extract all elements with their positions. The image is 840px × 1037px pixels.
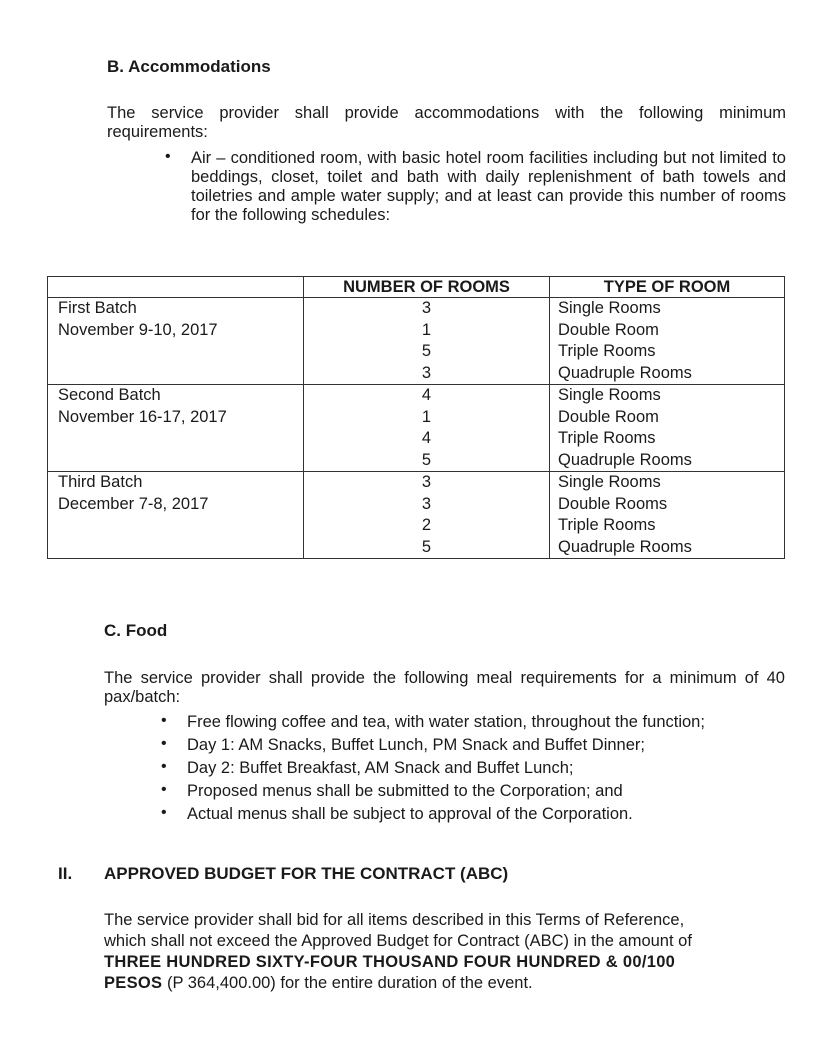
section-b-intro: The service provider shall provide accommodations with the following minimum requirements: [107,104,786,141]
section-c-intro: The service provider shall provide the following meal requirements for a minimum of 40 pax/batch: [104,669,785,706]
room-count: 5 [421,537,432,556]
list-item: Day 2: Buffet Breakfast, AM Snack and Buffet Lunch; [187,759,574,777]
room-count: 4 [421,386,432,404]
room-count: 5 [421,450,432,469]
bullet-icon: • [161,735,167,752]
room-type: Double Rooms [558,494,668,513]
section-ii-line-2: which shall not exceed the Approved Budget for Contract (ABC) in the amount of [104,932,692,950]
room-count: 3 [421,299,432,317]
amount-in-words: THREE HUNDRED SIXTY-FOUR THOUSAND FOUR HUNDRED & 00/100 [104,953,676,971]
room-count: 1 [421,407,432,426]
table-header-row [48,277,785,298]
room-type: Double Room [558,407,659,426]
section-c-heading: C. Food [104,621,168,640]
list-item: Proposed menus shall be submitted to the Corporation; and [187,782,623,800]
room-type: Single Rooms [558,386,661,404]
batch-name: Second Batch [58,386,161,404]
rooms-table [47,276,785,559]
table-header-type: TYPE OF ROOM [550,277,785,298]
batch-dates: November 9-10, 2017 [58,320,218,339]
bullet-icon: • [161,712,167,729]
bullet-icon: • [161,804,167,821]
bullet-icon: • [161,781,167,798]
room-count: 3 [421,363,432,382]
room-type: Triple Rooms [558,516,656,534]
bullet-icon: • [165,148,171,165]
amount-figure-tail: (P 364,400.00) for the entire duration of the event. [162,974,533,992]
batch-dates: November 16-17, 2017 [58,407,227,426]
section-ii-line-4 [104,974,533,993]
room-type: Triple Rooms [558,429,656,447]
section-b-heading: B. Accommodations [107,57,271,76]
section-ii-heading: APPROVED BUDGET FOR THE CONTRACT (ABC) [104,864,509,883]
room-count: 1 [421,320,432,339]
room-type: Triple Rooms [558,342,656,360]
table-row [48,298,785,385]
batch-name: First Batch [58,299,137,317]
batch-dates: December 7-8, 2017 [58,494,209,513]
table-row [48,472,785,559]
list-item: Free flowing coffee and tea, with water station, throughout the function; [187,713,705,731]
room-count: 3 [421,494,432,513]
section-b-bullet: Air – conditioned room, with basic hotel room facilities including but not limited to beddings, closet, toilet and bath with daily replenishment of bath towels and toiletries and ample water supply; and at least can provide this number of rooms for the following schedules: [191,149,786,224]
batch-name: Third Batch [58,473,143,491]
amount-currency-word: PESOS [104,974,163,992]
room-count: 2 [421,516,432,534]
room-type: Quadruple Rooms [558,363,692,382]
bullet-icon: • [161,758,167,775]
list-item: Actual menus shall be subject to approval of the Corporation. [187,805,633,823]
table-row [48,385,785,472]
room-count: 4 [421,429,432,447]
table-header-blank [48,277,304,298]
room-type: Quadruple Rooms [558,537,692,556]
room-type: Quadruple Rooms [558,450,692,469]
table-header-number: NUMBER OF ROOMS [304,277,550,298]
room-count: 3 [421,473,432,491]
room-count: 5 [421,342,432,360]
section-ii-line-1: The service provider shall bid for all items described in this Terms of Reference, [104,911,685,929]
list-item: Day 1: AM Snacks, Buffet Lunch, PM Snack and Buffet Dinner; [187,736,645,754]
room-type: Double Room [558,320,659,339]
room-type: Single Rooms [558,473,661,491]
section-ii-numeral: II. [58,864,73,883]
room-type: Single Rooms [558,299,661,317]
